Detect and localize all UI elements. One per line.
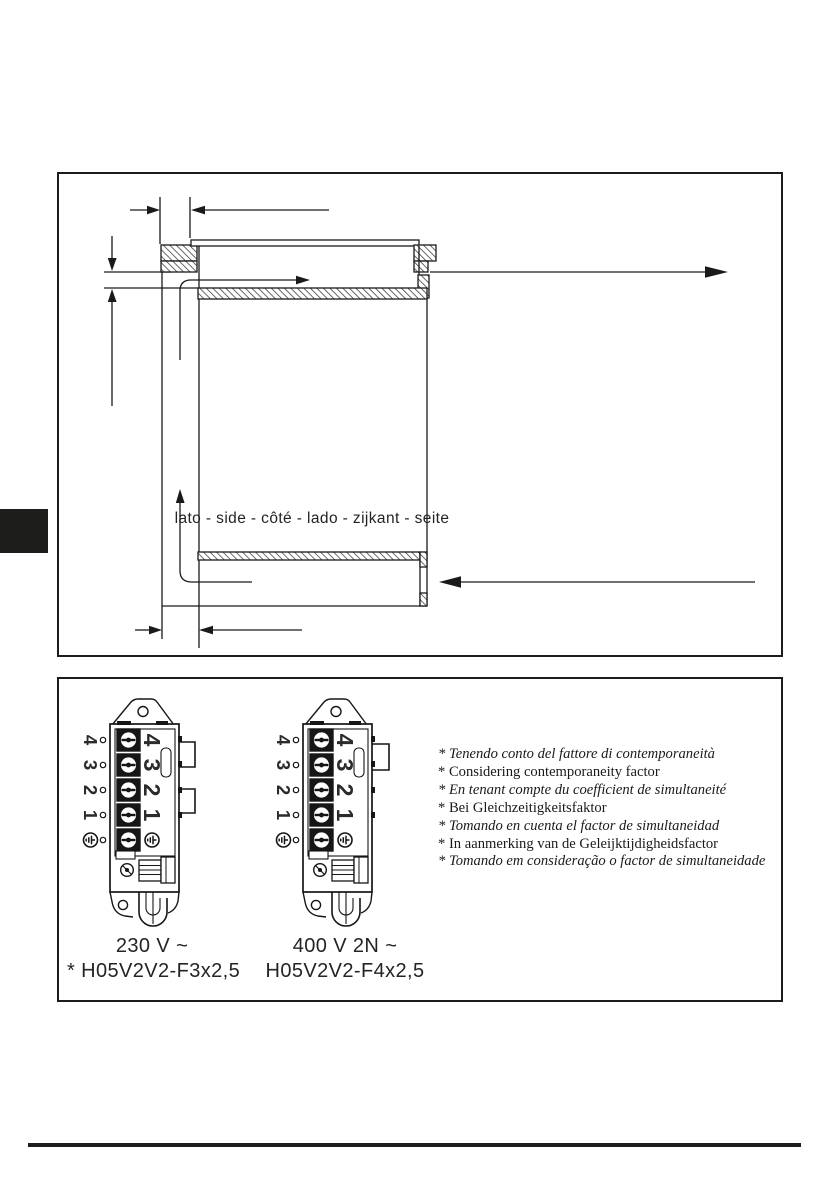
note-line: * Tomando en cuenta el factor de simultaneidad <box>438 817 720 834</box>
caption-400v <box>259 934 431 983</box>
dimension-bottom-width <box>135 606 302 648</box>
oven-cavity-outline <box>162 272 427 606</box>
note-line: * Tenendo conto del fattore di contemporaneità <box>438 746 715 762</box>
dim-arrowhead-left <box>191 206 205 215</box>
note-line: * Tomando em consideração o factor de simultaneidade <box>438 853 766 870</box>
terminal-number: 1 <box>139 808 166 822</box>
caption-230v <box>67 934 241 983</box>
terminal-number: 4 <box>80 734 102 746</box>
terminal-number: 2 <box>273 784 295 796</box>
terminal-number: 3 <box>80 759 102 771</box>
airflow-arrow-bottom-head <box>176 489 185 503</box>
dimension-top-width <box>130 197 329 244</box>
page-footer-rule <box>28 1143 801 1147</box>
terminal-number: 1 <box>80 809 102 821</box>
contemporaneity-notes <box>438 746 783 871</box>
terminal-number: 3 <box>273 759 295 771</box>
dim-arrowhead-left2 <box>199 626 213 635</box>
jumper-brackets-230v <box>179 742 195 813</box>
dim-arrowhead-up <box>108 289 117 302</box>
terminal-number: 4 <box>273 734 295 746</box>
installation-figure-frame <box>57 172 783 657</box>
terminal-number: 1 <box>332 808 359 822</box>
vent-arrow-right-head <box>705 266 728 277</box>
section-tab-marker <box>0 509 48 553</box>
installation-drawing <box>59 174 781 655</box>
terminal-number: 2 <box>80 784 102 796</box>
dim-arrowhead-down <box>108 258 117 271</box>
cable-type-label: H05V2V2-F4x2,5 <box>265 959 425 982</box>
note-line: * Considering contemporaneity factor <box>438 763 660 780</box>
side-label: lato - side - côté - lado - zijkant - seite <box>174 510 450 527</box>
air-inlet-arrow-head <box>439 576 461 587</box>
dim-arrowhead-right2 <box>149 626 162 635</box>
note-line: * En tenant compte du coefficient de simultaneité <box>438 781 727 798</box>
dim-arrowhead-right <box>147 206 160 215</box>
voltage-label: 230 V ~ <box>115 935 189 957</box>
wiring-figure-frame <box>57 677 783 1002</box>
terminal-number: 3 <box>139 758 166 772</box>
terminal-number: 2 <box>139 783 166 797</box>
terminal-number: 2 <box>332 783 359 797</box>
cable-type-label: * H05V2V2-F3x2,5 <box>67 959 241 982</box>
note-line: * Bei Gleichzeitigkeitsfaktor <box>438 799 607 816</box>
voltage-label: 400 V 2N ~ <box>292 935 398 957</box>
terminal-number: 4 <box>139 733 166 747</box>
terminal-number: 1 <box>273 809 295 821</box>
terminal-number: 4 <box>332 733 359 747</box>
airflow-arrow-top-head <box>296 276 310 285</box>
terminal-number: 3 <box>332 758 359 772</box>
note-line: * In aanmerking van de Geleijktijdigheidsfactor <box>438 835 719 852</box>
